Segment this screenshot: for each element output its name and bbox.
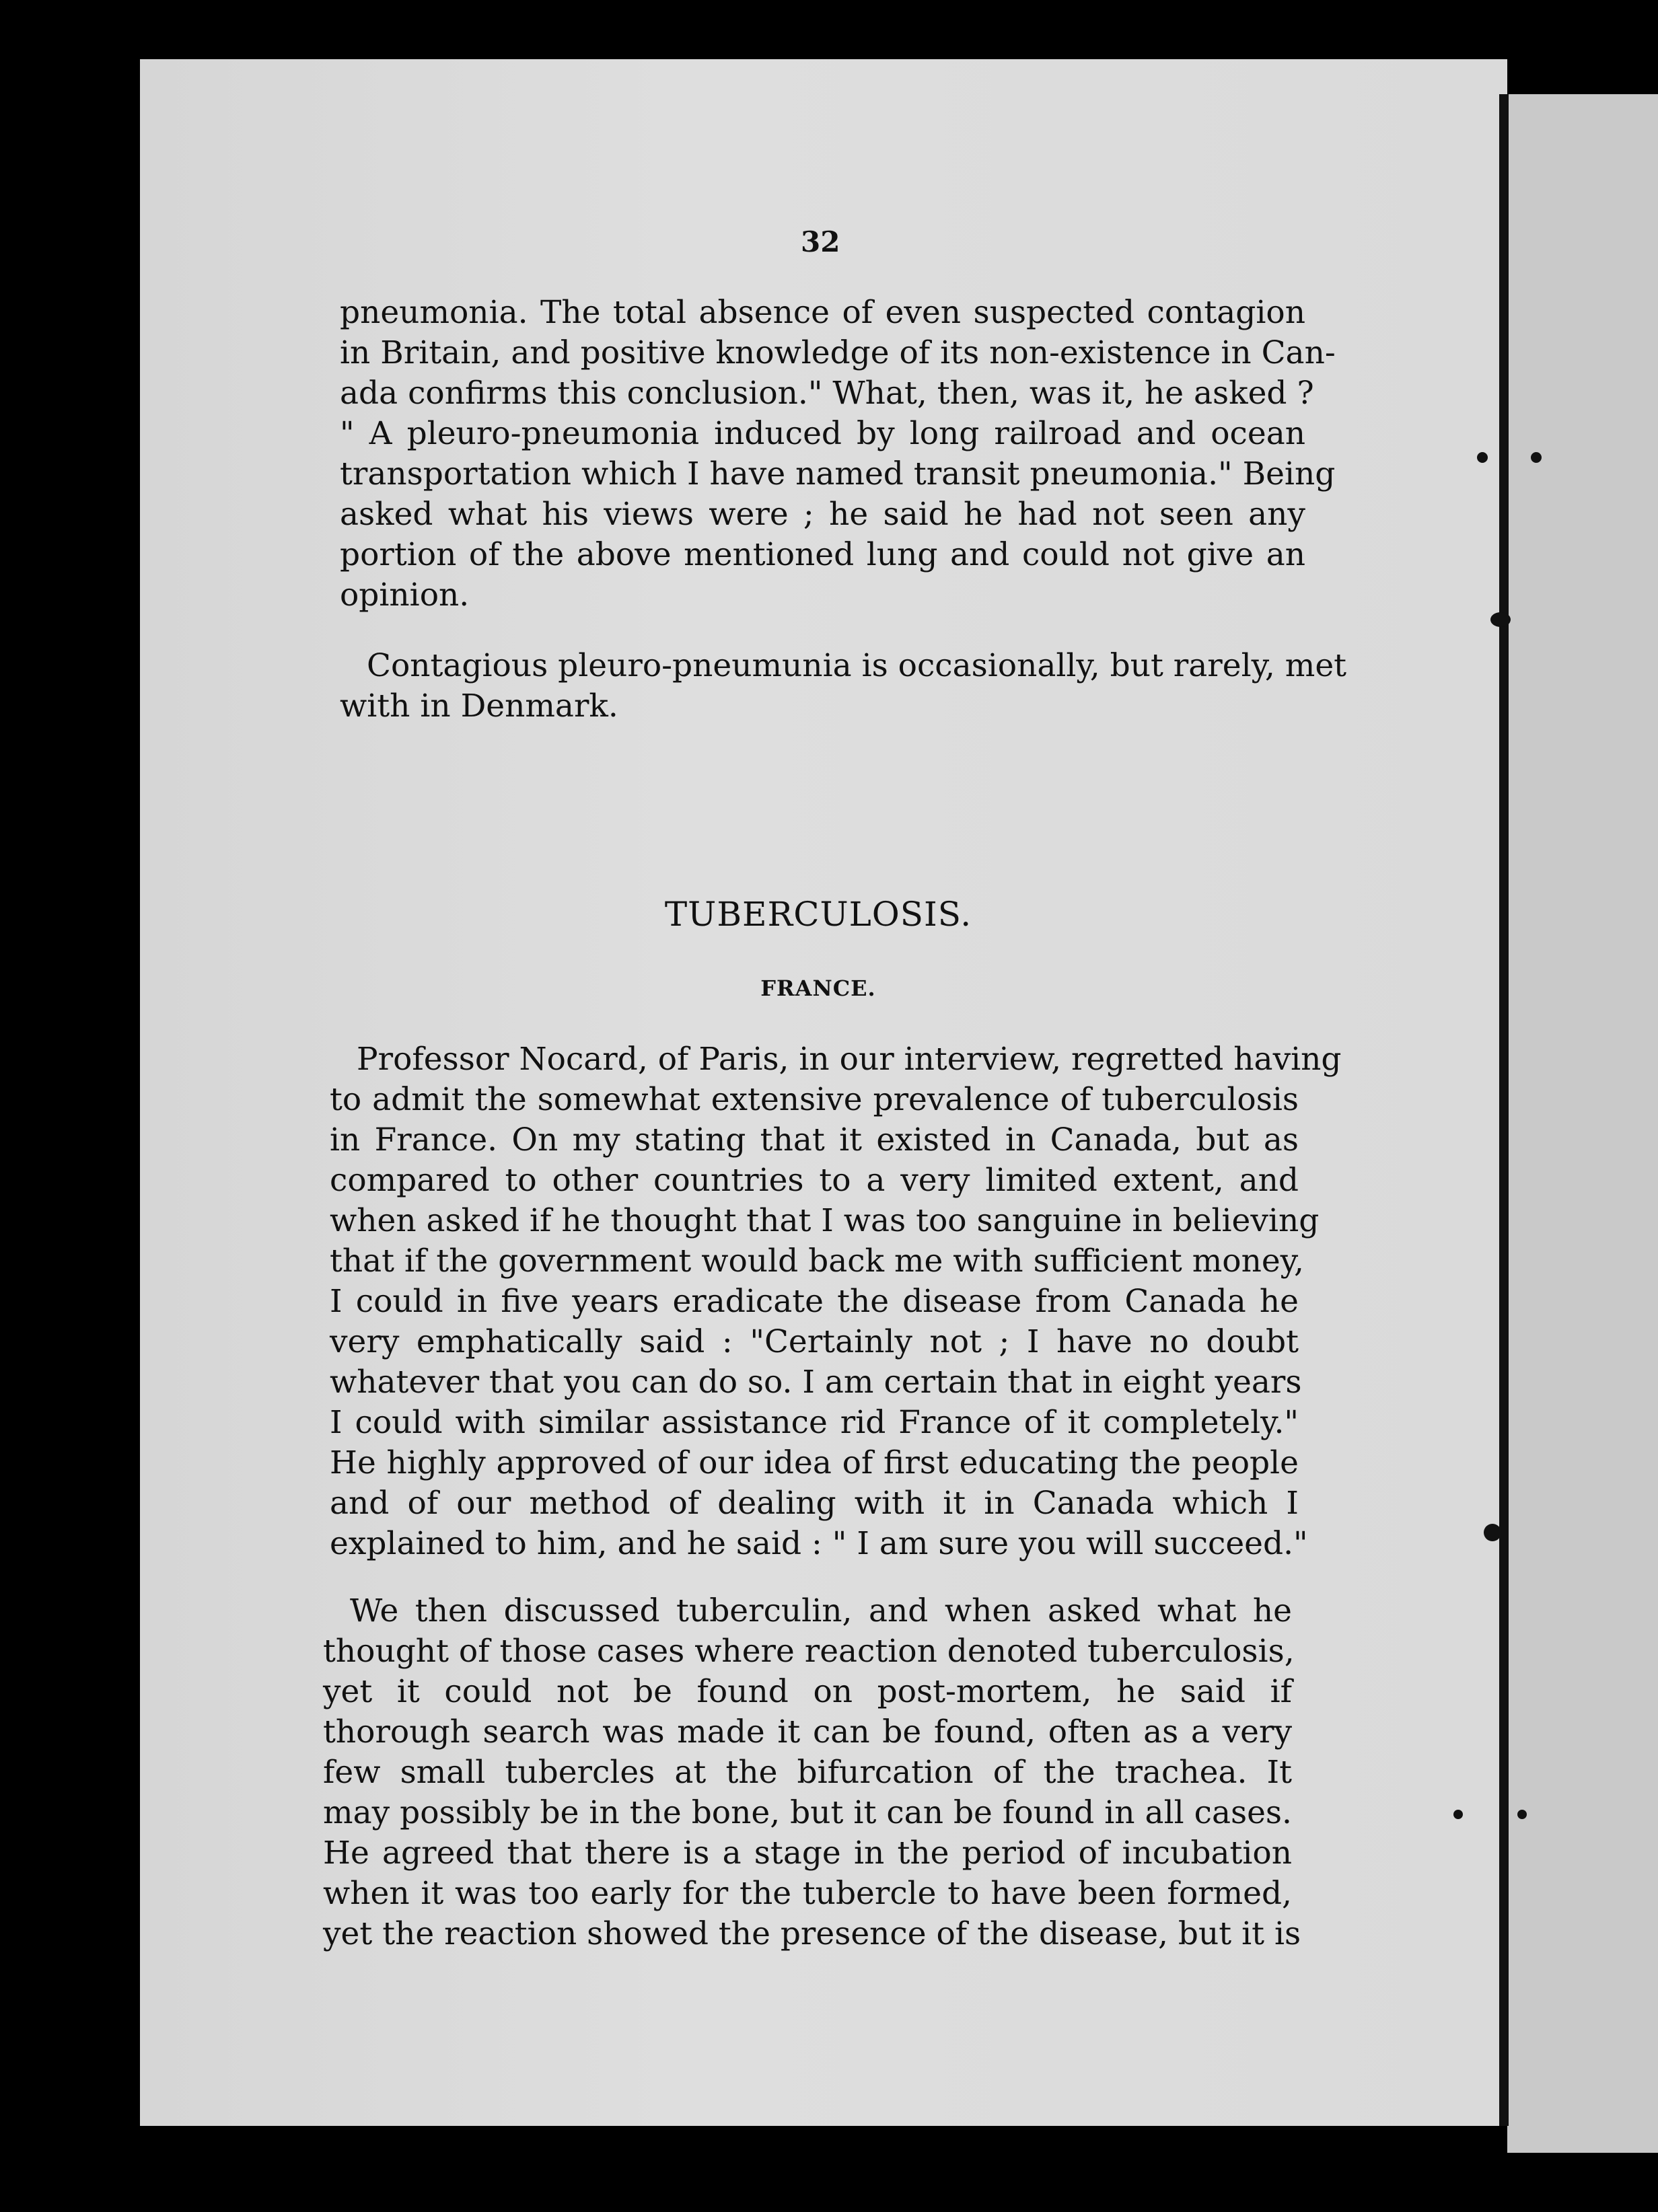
text-line: I could in five years eradicate the disease from Canada he xyxy=(330,1283,1299,1320)
text-line: in France. On my stating that it existed in Canada, but as xyxy=(330,1121,1299,1158)
binding-mark-icon xyxy=(1517,1810,1527,1819)
binding-mark-icon xyxy=(1490,612,1511,627)
text-line: Professor Nocard, of Paris, in our interview, regretted having xyxy=(357,1041,1342,1078)
text-line: transportation which I have named transit pneumonia." Being xyxy=(340,455,1336,492)
text-line: explained to him, and he said : " I am sure you will succeed." xyxy=(330,1525,1308,1562)
binding-mark-icon xyxy=(1477,452,1488,463)
text-line: portion of the above mentioned lung and could not give an xyxy=(340,536,1305,573)
section-subtitle: FRANCE. xyxy=(760,975,876,1001)
text-line: that if the government would back me with sufficient money, xyxy=(330,1243,1304,1280)
adjacent-page-edge xyxy=(1507,94,1658,2153)
text-line: very emphatically said : "Certainly not ; I have no doubt xyxy=(330,1323,1299,1360)
text-line: yet it could not be found on post-mortem, he said if xyxy=(323,1673,1292,1710)
text-line: ada confirms this conclusion." What, then, was it, he asked ? xyxy=(340,375,1314,412)
text-line: pneumonia. The total absence of even suspected contagion xyxy=(340,294,1305,331)
binding-mark-icon xyxy=(1453,1810,1463,1819)
text-line: thought of those cases where reaction denoted tuberculosis, xyxy=(323,1633,1295,1670)
nocard-paragraph xyxy=(330,1039,1342,1564)
text-line: asked what his views were ; he said he had not seen any xyxy=(340,496,1305,533)
text-line: I could with similar assistance rid France of it completely." xyxy=(330,1404,1299,1441)
tuberculin-paragraph xyxy=(323,1591,1301,1954)
binding-mark-icon xyxy=(1531,452,1542,463)
continuation-paragraph xyxy=(340,293,1336,616)
text-line: " A pleuro-pneumonia induced by long railroad and ocean xyxy=(340,415,1305,452)
text-line: We then discussed tuberculin, and when asked what he xyxy=(350,1592,1292,1629)
text-line: with in Denmark. xyxy=(340,688,618,725)
text-line: compared to other countries to a very limited extent, and xyxy=(330,1162,1299,1199)
text-line: may possibly be in the bone, but it can be found in all cases. xyxy=(323,1794,1292,1831)
text-line: opinion. xyxy=(340,577,470,614)
text-line: in Britain, and positive knowledge of its non-existence in Can- xyxy=(340,334,1336,371)
binding-mark-icon xyxy=(1484,1524,1501,1541)
book-gutter xyxy=(1499,94,1509,2126)
section-title: TUBERCULOSIS. xyxy=(664,895,972,934)
text-line: Contagious pleuro-pneumunia is occasionally, but rarely, met xyxy=(367,647,1347,684)
text-line: when it was too early for the tubercle to have been formed, xyxy=(323,1875,1292,1912)
text-line: yet the reaction showed the presence of the disease, but it is xyxy=(323,1915,1301,1952)
text-line: and of our method of dealing with it in Canada which I xyxy=(330,1485,1299,1522)
text-line: He highly approved of our idea of first educating the people xyxy=(330,1444,1299,1481)
page-number: 32 xyxy=(801,225,840,258)
text-line: when asked if he thought that I was too sanguine in believing xyxy=(330,1202,1320,1239)
text-line: to admit the somewhat extensive prevalence of tuberculosis xyxy=(330,1081,1299,1118)
text-line: He agreed that there is a stage in the period of incubation xyxy=(323,1835,1292,1872)
text-line: whatever that you can do so. I am certain that in eight years xyxy=(330,1364,1302,1401)
text-line: few small tubercles at the bifurcation of the trachea. It xyxy=(323,1754,1292,1791)
denmark-paragraph xyxy=(340,646,1347,727)
text-line: thorough search was made it can be found, often as a very xyxy=(323,1713,1292,1750)
